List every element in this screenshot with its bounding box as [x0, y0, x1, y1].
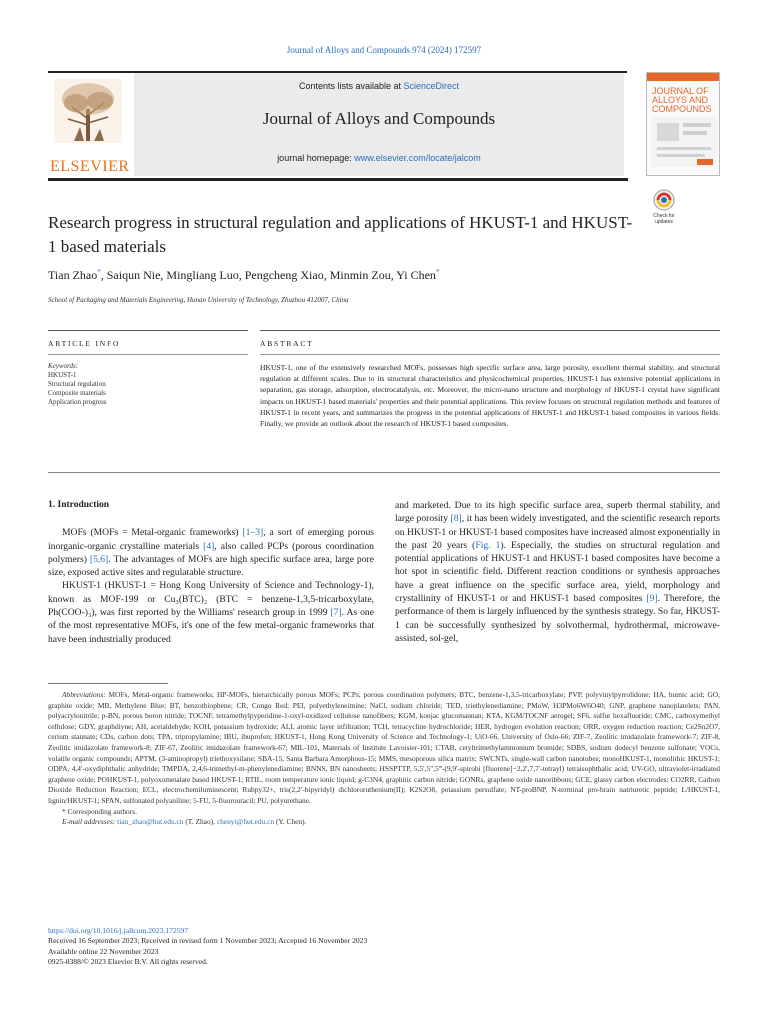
text-run: , a sort of emerging porous inorganic-organic crystalline materials — [48, 527, 374, 552]
keyword-item: Application progress — [48, 398, 107, 406]
contents-prefix: Contents lists available at — [298, 81, 404, 91]
text-run: , it has been widely investigated, and the scientific research reports on HKUST-1 or HKUST-1 based composites have increased almost exponentially in the past 20 years ( — [395, 513, 720, 551]
body-right-column — [395, 499, 720, 645]
text-run: . The advantages of MOFs are high specific surface area, large pore size, exposed active sites and regulatable structure. — [48, 553, 374, 579]
email-footnote — [48, 817, 720, 828]
figure-link[interactable]: Fig. 1 — [475, 539, 501, 551]
affiliation: School of Packaging and Materials Engineering, Hunan University of Technology, Zhuzhou 412007, China — [48, 296, 349, 304]
history-dates: Received 16 September 2023; Received in revised form 1 November 2023; Accepted 16 November 2023 — [48, 936, 368, 946]
article-info-heading: ARTICLE INFO — [48, 339, 121, 348]
elsevier-logo[interactable] — [48, 79, 130, 175]
abstract-mid-rule — [260, 354, 720, 355]
keyword-item: Composite materials — [48, 389, 106, 397]
check-for-updates-badge[interactable] — [645, 189, 683, 227]
publisher-name: ELSEVIER — [50, 158, 130, 175]
body-left-column — [48, 499, 374, 646]
text-run: . Therefore, the performance of them is largely influenced by the synthesis strategy. So far, HKUST-1 can be successfully synthesized by solvothermal, hydrothermal, microwave-assisted, sol-gel, — [395, 593, 720, 644]
banner-center — [134, 73, 624, 176]
article-info-mid-rule — [48, 354, 248, 355]
email-link-zhao[interactable]: tian_zhao@hut.edu.cn — [117, 817, 184, 827]
citation-link[interactable]: [8] — [450, 513, 462, 525]
intro-paragraph-1 — [48, 526, 374, 579]
author-rest[interactable]: , Saiqun Nie, Mingliang Luo, Pengcheng Xiao, Minmin Zou, Yi Chen — [100, 268, 436, 282]
abbreviations-text: MOFs, Metal-organic frameworks; HP-MOFs, hierarchically porous MOFs; PCPs, porous coordination polymers; BTC, benzene-1,3,5-tricarboxylate; PVP, polyvinylpyrrolidone; HA, humic acid; GO, graphite oxide; MB, Methylene Blue; BT, benzothiophene; CR, Congo Red; PEI, polyethyleneimine; NaCl, sodium chloride; TED, triethylenediamine; PMoW, H3PMo6W6O40; GNP, graphene nanoplatelets; PAN, polyacrylonitrile; p-BN, porous boron nitride; TOCNF, tetramethylpyperidine-1-oxyl-oxidized cellulose nanofibers; KGM, konjac glucomannan; KTA, KGM/TOCNF aerogel; SF6, sulfur hexafluoride; CMC, carboxymethyl cellulose; GDY, graphdiyne; AH, acetaldehyde; KOH, potassium hydroxide; ALI, atomic layer infiltration; TCH, tetracycline hydrochloride; HER, hydrogen evolution reaction; ORR, oxygen reduction reaction; Ce2Sn2O7, cerium stannate; CDs, carbon dots; TPA, tripropylamine; IBU, ibuprofen; HKUST-1, Hong Kong University of Science and Technology-1; UiO-66, University of Oslo-66; ZIF-7, Zeolitic imidazolate framework-7; ZIF-8, Zeolitic imidazolate framework-8; ZIF-67, Zeolitic imidazolate framework-67; MIL-101, Materials of Institute Lavoisier-101; CTAB, cetyltrimethylammonium bromide; SDBS, sodium dodecyl benzene sulfonate; VOCs, volatile organic compounds; APTM, (3-aminopropyl) triethoxysilane; SBA-15, Santa Barbara Amorphous-15; MMS, mesoporous silica matrix; SWCNTs, single-wall carbon nanotubes; monoHKUST-1, monolithic HKUST-1; ODPA, 4,4′-oxydiphthalic anhydride; TMPDA, 2,4,6-trimethyl-m-phenylenediamine; BNNS, BN nanosheets; HSSPTTP, 5,5′,5″,5‴-(9,9′-spirobi [fluorene]−2,2′,7,7′-tetrayl) tetraisophthalic acid; UV-GO, ultraviolet-irradiated graphene oxide; POHKUST-1, polyoxometalate based HKUST-1; RTIL, room temperature ionic liquid; g-C3N4, graphitic carbon nitride; GONRs, graphene oxide nanoribbons; GCE, glassy carbon electrodes; CO2RR, Carbon Dioxide Reduction Reaction; ECL, electrochemiluminescent; Rubpy32+, tris(2,2′-bipyridyl) dichlororuthenium(II); K2S2O8, potassium persulfate; NT-proBNP, N-terminal pro-brain natriuretic peptide; L/HKUST-1, lignin/HKUST-1; SPAN, sulfonated polyaniline; 5-FU, 5-fluorouracil; PU, polyurethane. — [48, 690, 720, 805]
abstract-top-rule — [260, 330, 720, 331]
article-title: Research progress in structural regulation and applications of HKUST-1 and HKUST-1 based materials — [48, 213, 633, 256]
citation-link[interactable]: [9] — [646, 593, 658, 605]
cover-journal-name: JOURNAL OF ALLOYS AND COMPOUNDS — [652, 86, 712, 114]
abstract-text: HKUST-1, one of the extensively researched MOFs, possesses high specific surface area, large porosity, excellent thermal stability, and structural regulation at different scales. Due to its structural characteristics and physicochemical properties, HKUST-1 has extensive potential applications in separation, gas storage, adsorption, electrocatalysis, etc. Moreover, the micro-nano structure and morphology of HKUST-1 crystal have significant impacts on HKUST-1 based materials' properties and their potential applications. This review focuses on structural regulation methods and features of HKUST-1 in recent years, and summarizes the progress in the potential applications of HKUST-1 and HKUST-1 based composites in various fields. Finally, we provide an outlook about the research of HKUST-1 based composites. — [260, 363, 720, 429]
email-link-chen[interactable]: chenyi@hut.edu.cn — [216, 817, 275, 827]
citation-link[interactable]: [1–3] — [242, 527, 264, 539]
citation-link[interactable]: [4] — [203, 540, 215, 552]
author-first[interactable]: Tian Zhao — [48, 268, 98, 282]
email-label: E-mail addresses: — [62, 817, 116, 827]
intro-paragraph-3 — [395, 499, 720, 645]
author-list — [48, 268, 648, 283]
available-online: Available online 22 November 2023 — [48, 946, 159, 956]
email-owner: (T. Zhao), — [183, 817, 217, 827]
corresponding-mark-2[interactable]: * — [435, 268, 440, 276]
text-run: HKUST-1 (HKUST-1 = Hong Kong University of Science and Technology-1), known as MOF-199 or Cu₃(BTC)₂ (BTC = benzene-1,3,5-tricarboxylate, Ph(COO-)₃), was first reported by the Williams' research group in 1999 — [48, 580, 374, 619]
corresponding-footnote: * Corresponding authors. — [62, 806, 137, 816]
email-owner: (Y. Chen). — [274, 817, 307, 827]
check-for-updates-label: Check for updates — [653, 213, 675, 225]
text-run: MOFs (MOFs = Metal-organic frameworks) — [62, 527, 243, 539]
journal-banner — [48, 71, 627, 176]
sciencedirect-link[interactable]: ScienceDirect — [403, 81, 460, 91]
journal-cover[interactable] — [646, 72, 720, 176]
footnote-rule — [48, 683, 168, 684]
citation-link[interactable]: [7] — [330, 607, 342, 619]
cover-art-icon — [651, 117, 717, 167]
check-for-updates-icon — [645, 189, 683, 213]
journal-title: Journal of Alloys and Compounds — [262, 109, 496, 128]
running-head[interactable]: Journal of Alloys and Compounds 974 (2024) 172597 — [286, 45, 482, 55]
keyword-item: Structural regulation — [48, 380, 106, 388]
article-metadata — [48, 926, 648, 967]
homepage-link[interactable]: www.elsevier.com/locate/jalcom — [354, 153, 481, 163]
homepage-prefix: journal homepage: — [277, 153, 355, 163]
text-run: ). Especially, the studies on structural regulation and potential applications of HKUST-1 and HKUST-1 based composites have become a hot spot in scientific field. Different reaction conditions or synthesis approaches have a great influence on the specific surface area, yield, morphology and crystallinity of HKUST-1 or and HKUST-1 based composites — [395, 539, 720, 605]
keywords-label: Keywords: — [48, 362, 79, 370]
abbreviations-footnote — [48, 690, 720, 807]
abbreviations-label: Abbreviations: — [62, 690, 106, 699]
abstract-bottom-rule — [48, 472, 720, 473]
corresponding-mark[interactable]: * — [97, 268, 101, 276]
banner-bottom-rule — [48, 178, 628, 181]
doi-link[interactable]: https://doi.org/10.1016/j.jallcom.2023.172597 — [48, 926, 189, 935]
cover-strip — [647, 73, 720, 81]
contents-line — [134, 81, 624, 91]
homepage-line — [134, 153, 624, 163]
abstract-heading: ABSTRACT — [260, 339, 314, 348]
article-info-top-rule — [48, 330, 248, 331]
section-heading-introduction: 1. Introduction — [48, 500, 110, 510]
keyword-item: HKUST-1 — [48, 371, 77, 379]
copyright: 0925-8388/© 2023 Elsevier B.V. All rights reserved. — [48, 956, 208, 966]
citation-link[interactable]: [5,6] — [89, 553, 109, 565]
keywords-block — [48, 362, 248, 407]
intro-paragraph-2 — [48, 579, 374, 645]
text-run: , also called PCPs (porous coordination polymers) — [48, 540, 374, 565]
footnotes — [48, 690, 720, 828]
elsevier-tree-icon — [54, 79, 122, 143]
text-run: and marketed. Due to its high specific surface area, superb thermal stability, and large porosity — [395, 500, 720, 525]
text-run: . As one of the most representative MOFs, it's one of the few metal-organic frameworks that have been industrially produced — [48, 607, 374, 645]
